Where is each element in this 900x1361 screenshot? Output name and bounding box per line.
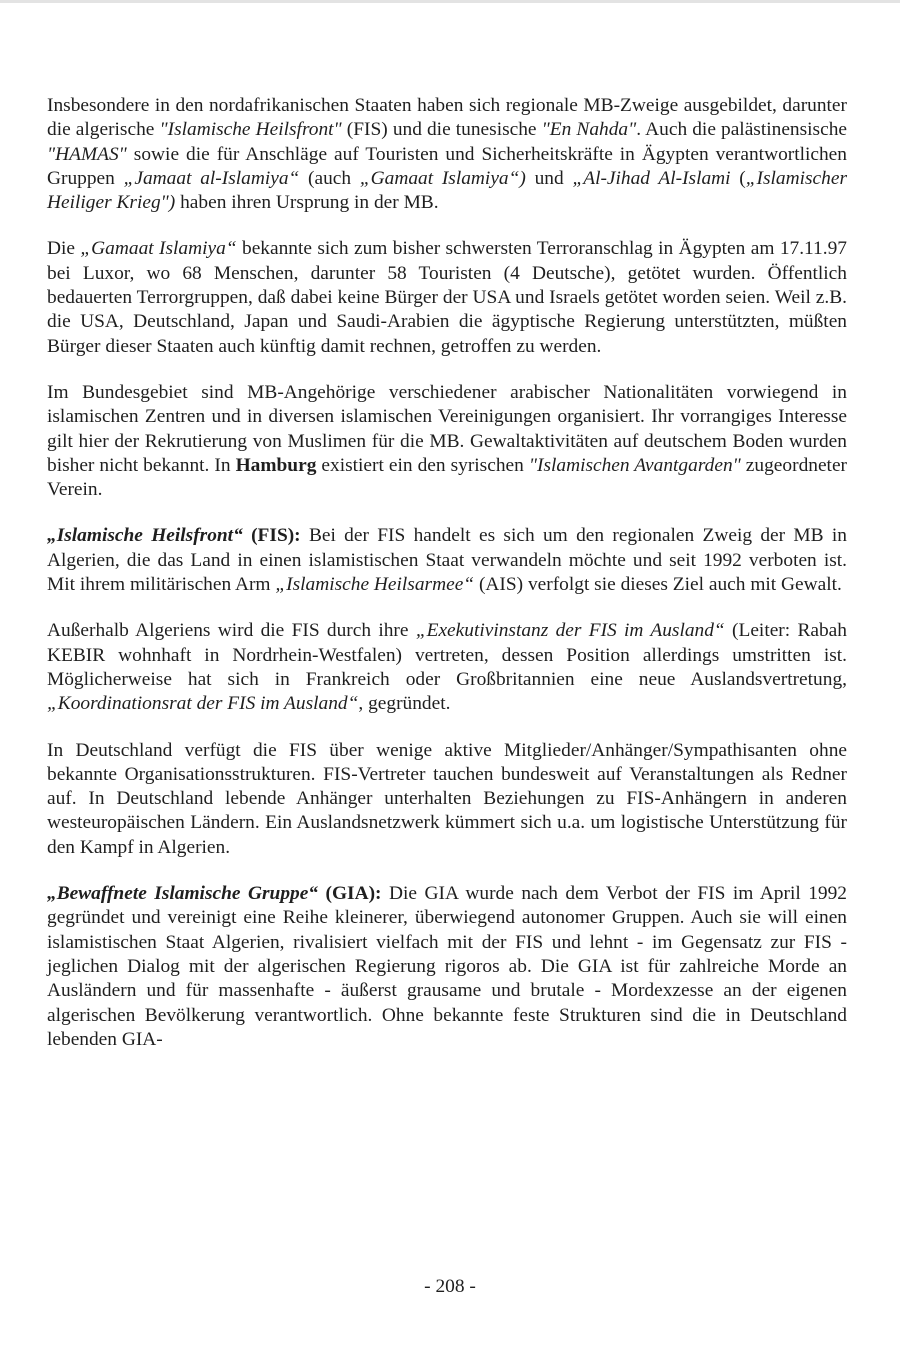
paragraph-run: „Al-Jihad Al-Islami: [572, 167, 731, 189]
paragraph-p6: [47, 739, 847, 860]
paragraph-run: Die: [47, 238, 81, 260]
paragraph-run: existiert ein den syrischen: [316, 454, 529, 476]
paragraph-run: Die GIA wurde nach dem Verbot der FIS im April 1992 gegründet und vereinigt eine Reihe kleinerer, überwiegend autonomer Gruppen. Auch sie will einen islamistischen Staat Algerien, rivalisiert vielfach mit der FIS und lehnt - im Gegensatz zur FIS - jeglichen Dialog mit der algerischen Regierung rigoros ab. Die GIA ist für zahlreiche Morde an Ausländern und für massenhafte - äußerst grausame und brutale - Mordexzesse an der eigenen algerischen Bevölkerung verantwortlich. Ohne bekannte feste Strukturen sind die in Deutschland lebenden GIA-: [47, 883, 847, 1050]
paragraph-run: (AIS) verfolgt sie dieses Ziel auch mit Gewalt.: [474, 574, 842, 596]
paragraph-run: Hamburg: [235, 454, 317, 476]
paragraph-run: Bei der FIS handelt es sich um den regionalen Zweig der MB in Algerien, die das Land in einen islamistischen Staat verwandeln möchte und seit 1992 verboten ist. Mit ihrem militärischen Arm: [47, 525, 847, 596]
paragraph-run: bekannte sich zum bisher schwersten Terroranschlag in Ägypten am 17.11.97 bei Luxor, wo 68 Menschen, darunter 58 Touristen (4 Deutsche), getötet wurden. Öffentlich bedauerten Terrorgruppen, daß dabei keine Bürger der USA und Israels getötet worden seien. Weil z.B. die USA, Deutschland, Japan und Saudi-Arabien die ägyptische Regierung unterstützten, müßten Bürger dieser Staaten auch künftig damit rechnen, getroffen zu werden.: [47, 238, 847, 357]
paragraph-run: "HAMAS": [47, 143, 127, 165]
paragraph-run: (: [730, 167, 746, 189]
paragraph-run: Außerhalb Algeriens wird die FIS durch ihre: [47, 620, 416, 642]
paragraph-p2: [47, 237, 847, 358]
scan-top-edge: [0, 0, 900, 3]
paragraph-run: „Bewaffnete Islamische Gruppe“: [47, 883, 319, 905]
paragraph-run: sowie die für Anschläge auf Touristen und Sicherheitskräfte in Ägypten verantwortlichen Gruppen: [47, 143, 847, 189]
paragraph-run: In Deutschland verfügt die FIS über wenige aktive Mitglieder/Anhänger/Sympathisanten ohne bekannte Organisationsstrukturen. FIS-Vertreter tauchen bundesweit auf Veranstaltungen als Redner auf. In Deutschland lebende Anhänger unterhalten Beziehungen zu FIS-Anhängern in anderen westeuropäischen Ländern. Ein Auslandsnetzwerk kümmert sich u.a. um logistische Unterstützung für den Kampf in Algerien.: [47, 739, 847, 858]
paragraph-run: (FIS):: [242, 525, 301, 547]
paragraph-p7: [47, 882, 847, 1052]
page-body: [47, 94, 847, 1074]
paragraph-p3: [47, 381, 847, 502]
paragraph-p5: [47, 619, 847, 716]
paragraph-run: „Gamaat Islamiya“: [80, 238, 237, 260]
paragraph-p1: [47, 94, 847, 215]
paragraph-run: (auch: [299, 167, 360, 189]
paragraph-run: (Leiter: Rabah KEBIR wohnhaft in Nordrhein-Westfalen) vertreten, dessen Position allerdings umstritten ist. Möglicherweise hat sich in Frankreich oder Großbritannien eine neue Auslandsvertretung,: [47, 620, 847, 690]
paragraph-run: "Islamische Heilsfront": [159, 119, 342, 141]
paragraph-run: , gegründet.: [358, 693, 451, 715]
paragraph-run: „Islamische Heilsfront“: [47, 525, 243, 547]
paragraph-run: . Auch die palästinensische: [636, 119, 848, 141]
paragraph-run: „Jamaat al-Islamiya“: [123, 167, 300, 189]
paragraph-run: "En Nahda": [541, 119, 637, 141]
paragraph-run: "Islamischen Avantgarden": [528, 454, 741, 476]
paragraph-run: (GIA):: [318, 883, 382, 905]
paragraph-run: zugeordneter Verein.: [47, 454, 848, 501]
paragraph-run: haben ihren Ursprung in der MB.: [175, 192, 439, 214]
paragraph-run: „Gamaat Islamiya“): [359, 167, 526, 189]
paragraph-run: Insbesondere in den nordafrikanischen Staaten haben sich regionale MB-Zweige ausgebildet, darunter die algerische: [47, 95, 847, 141]
paragraph-p4: [47, 524, 847, 597]
paragraph-run: „Koordinationsrat der FIS im Ausland“: [47, 693, 359, 715]
paragraph-run: (FIS) und die tunesische: [341, 119, 542, 141]
paragraph-run: „Islamischer Heiliger Krieg"): [47, 167, 848, 214]
paragraph-run: „Islamische Heilsarmee“: [275, 574, 475, 596]
page-number: - 208 -: [424, 1276, 476, 1297]
paragraph-run: Im Bundesgebiet sind MB-Angehörige verschiedener arabischer Nationalitäten vorwiegend in islamischen Zentren und in diversen islamischen Vereinigungen organisiert. Ihr vorrangiges Interesse gilt hier der Rekrutierung von Muslimen für die MB. Gewaltaktivitäten auf deutschem Boden wurden bisher nicht bekannt. In: [47, 381, 847, 476]
paragraph-run: „Exekutivinstanz der FIS im Ausland“: [415, 620, 725, 642]
paragraph-run: und: [525, 167, 573, 189]
